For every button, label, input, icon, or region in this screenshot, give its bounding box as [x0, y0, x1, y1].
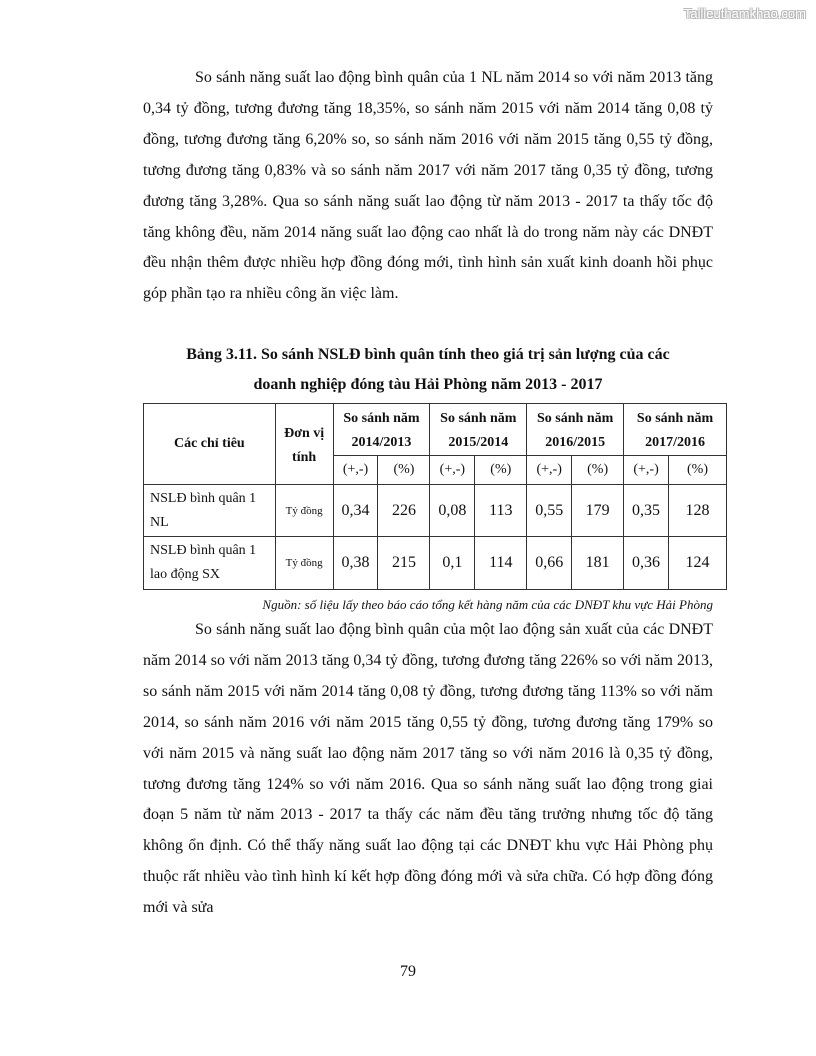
subheader-pct: (%) [572, 456, 624, 485]
cell-value: 0,08 [430, 485, 475, 537]
table-source-note: Nguồn: số liệu lấy theo báo cáo tổng kết hàng năm của các DNĐT khu vực Hải Phòng [262, 597, 713, 612]
header-group-2014-2013: So sánh năm 2014/2013 [333, 404, 430, 456]
header-indicator: Các chỉ tiêu [144, 404, 276, 485]
cell-value: 124 [669, 537, 727, 590]
row-unit: Tỷ đồng [275, 485, 333, 537]
row-unit: Tỷ đồng [275, 537, 333, 590]
table-row [144, 537, 727, 590]
table-row [144, 485, 727, 537]
subheader-abs: (+,-) [624, 456, 669, 485]
cell-value: 0,66 [527, 537, 572, 590]
subheader-pct: (%) [475, 456, 527, 485]
header-group-2015-2014: So sánh năm 2015/2014 [430, 404, 527, 456]
subheader-pct: (%) [669, 456, 727, 485]
cell-value: 0,38 [333, 537, 378, 590]
cell-value: 0,55 [527, 485, 572, 537]
watermark: Tailieuthamkhao.com [683, 6, 806, 21]
cell-value: 114 [475, 537, 527, 590]
cell-value: 0,34 [333, 485, 378, 537]
subheader-abs: (+,-) [527, 456, 572, 485]
cell-value: 181 [572, 537, 624, 590]
row-label: NSLĐ bình quân 1 NL [144, 485, 276, 537]
header-group-2017-2016: So sánh năm 2017/2016 [624, 404, 727, 456]
cell-value: 128 [669, 485, 727, 537]
cell-value: 113 [475, 485, 527, 537]
body-paragraph-1: So sánh năng suất lao động bình quân của 1 NL năm 2014 so với năm 2013 tăng 0,34 tỷ đồng, tương đương tăng 18,35%, so sánh năm 2015 với năm 2014 tăng 0,08 tỷ đồng, tương đương tăng 6,20% so, so sánh năm 2016 với năm 2015 tăng 0,55 tỷ đồng, tương đương tăng 0,83% và so sánh năm 2017 với năm 2017 tăng 0,35 tỷ đồng, tương đương tăng 3,28%. Qua so sánh năng suất lao động từ năm 2013 - 2017 ta thấy tốc độ tăng không đều, năm 2014 năng suất lao động cao nhất là do trong năm này các DNĐT đều nhận thêm được nhiều hợp đồng đóng mới, tình hình sản xuất kinh doanh hồi phục góp phần tạo ra nhiều công ăn việc làm. [143, 69, 713, 303]
cell-value: 0,1 [430, 537, 475, 590]
productivity-comparison-table [143, 403, 727, 590]
table-caption-line-2: doanh nghiệp đóng tàu Hải Phòng năm 2013 - 2017 [253, 376, 603, 393]
cell-value: 215 [378, 537, 430, 590]
cell-value: 0,36 [624, 537, 669, 590]
header-group-2016-2015: So sánh năm 2016/2015 [527, 404, 624, 456]
cell-value: 226 [378, 485, 430, 537]
cell-value: 0,35 [624, 485, 669, 537]
subheader-abs: (+,-) [430, 456, 475, 485]
page-number: 79 [400, 963, 416, 980]
table-header-row [144, 404, 727, 456]
cell-value: 179 [572, 485, 624, 537]
body-paragraph-2: So sánh năng suất lao động bình quân của một lao động sản xuất của các DNĐT năm 2014 so với năm 2013 tăng 0,34 tỷ đồng, tương đương tăng 226% so với năm 2013, so sánh năm 2015 với năm 2014 tăng 0,08 tỷ đồng, tương đương tăng 113% so với năm 2014, so sánh năm 2016 với năm 2015 tăng 0,55 tỷ đồng, tương đương tăng 179% so với năm 2015 và năng suất lao động năm 2017 tăng so với năm 2016 là 0,35 tỷ đồng, tương đương tăng 124% so với năm 2016. Qua so sánh năng suất lao động trong giai đoạn 5 năm từ năm 2013 - 2017 ta thấy các năm đều tăng trưởng nhưng tốc độ tăng không ổn định. Có thể thấy năng suất lao động tại các DNĐT khu vực Hải Phòng phụ thuộc rất nhiều vào tình hình kí kết hợp đồng đóng mới và sửa chữa. Có hợp đồng đóng mới và sửa [143, 621, 713, 917]
subheader-pct: (%) [378, 456, 430, 485]
subheader-abs: (+,-) [333, 456, 378, 485]
row-label: NSLĐ bình quân 1 lao động SX [144, 537, 276, 590]
table-caption-line-1: Bảng 3.11. So sánh NSLĐ bình quân tính theo giá trị sản lượng của các [186, 346, 670, 363]
header-unit: Đơn vị tính [275, 404, 333, 485]
